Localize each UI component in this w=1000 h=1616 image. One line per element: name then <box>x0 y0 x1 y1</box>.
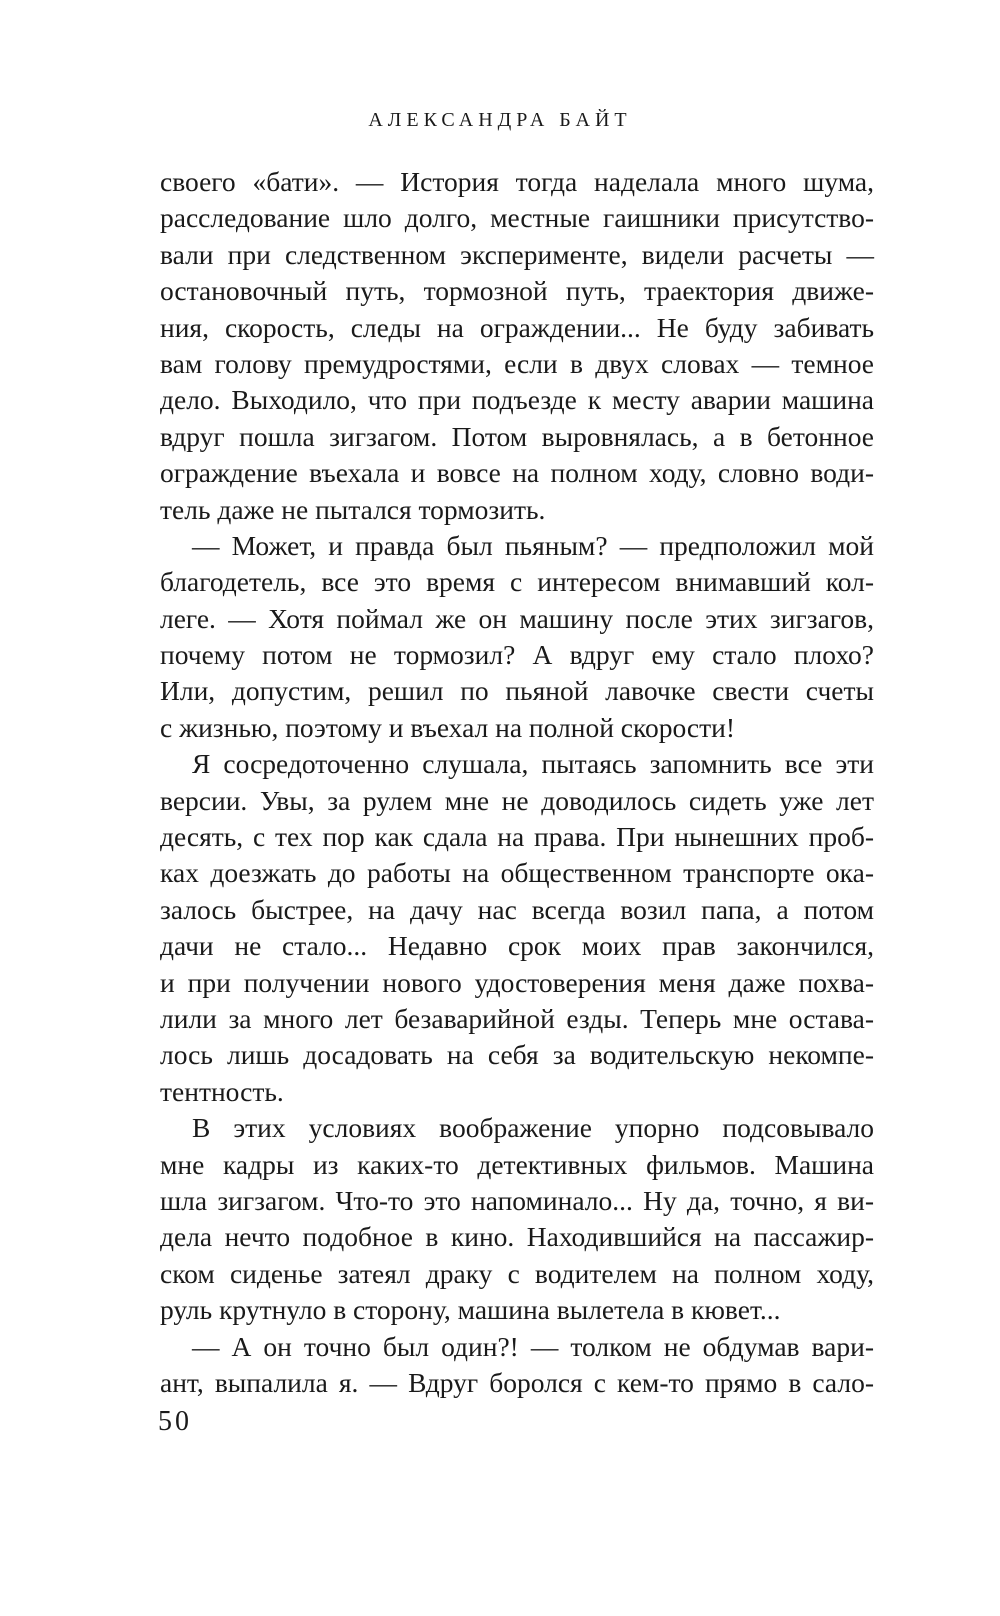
text-line: ском сиденье затеял драку с водителем на полном ходу, <box>160 1257 874 1289</box>
text-line: ках доезжать до работы на общественном транспорте ока- <box>160 857 874 889</box>
text-line: версии. Увы, за рулем мне не доводилось сидеть уже лет <box>160 784 874 816</box>
text-line: залось быстрее, на дачу нас всегда возил папа, а потом <box>160 893 874 925</box>
text-line: — А он точно был один?! — толком не обдумав вари- <box>192 1330 874 1362</box>
page-text <box>160 164 874 1401</box>
text-line: десять, с тех пор как сдала на права. При нынешних проб- <box>160 821 874 853</box>
text-line: тель даже не пытался тормозить. <box>160 493 546 525</box>
text-line: — Может, и правда был пьяным? — предположил мой <box>192 529 874 561</box>
text-line: ния, скорость, следы на ограждении... Не буду забивать <box>160 311 874 343</box>
text-line: В этих условиях воображение упорно подсовывало <box>192 1112 874 1144</box>
text-line: вали при следственном эксперименте, видели расчеты — <box>160 238 874 270</box>
text-line: Или, допустим, решил по пьяной лавочке свести счеты <box>160 675 874 707</box>
text-line: дела нечто подобное в кино. Находившийся на пассажир- <box>160 1221 874 1253</box>
text-line: расследование шло долго, местные гаишники присутство- <box>160 202 874 234</box>
page-number: 50 <box>158 1406 192 1437</box>
text-line: остановочный путь, тормозной путь, траектория движе- <box>160 275 874 307</box>
text-line: благодетель, все это время с интересом внимавший кол- <box>160 566 874 598</box>
text-line: шла зигзагом. Что-то это напоминало... Ну да, точно, я ви- <box>160 1184 874 1216</box>
text-line: своего «бати». — История тогда наделала много шума, <box>160 166 874 197</box>
text-line: вдруг пошла зигзагом. Потом выровнялась, а в бетонное <box>160 420 874 452</box>
text-line: руль крутнуло в сторону, машина вылетела в кювет... <box>160 1294 781 1326</box>
text-line: лось лишь досадовать на себя за водительскую некомпе- <box>160 1039 874 1071</box>
text-line: леге. — Хотя поймал же он машину после этих зигзагов, <box>160 602 874 634</box>
text-line: лили за много лет безаварийной езды. Теперь мне остава- <box>160 1002 874 1034</box>
text-line: тентность. <box>160 1075 284 1107</box>
text-line: с жизнью, поэтому и въехал на полной скорости! <box>160 711 736 743</box>
text-line: вам голову премудростями, если в двух словах — темное <box>160 347 874 379</box>
text-line: почему потом не тормозил? А вдруг ему стало плохо? <box>160 639 874 671</box>
text-line: дело. Выходило, что при подъезде к месту аварии машина <box>160 384 874 416</box>
text-line: ант, выпалила я. — Вдруг боролся с кем-то прямо в сало- <box>160 1366 874 1398</box>
text-line: мне кадры из каких-то детективных фильмов. Машина <box>160 1148 874 1180</box>
text-line: и при получении нового удостоверения меня даже похва- <box>160 966 874 998</box>
text-line: Я сосредоточенно слушала, пытаясь запомнить все эти <box>192 748 874 780</box>
text-line: ограждение въехала и вовсе на полном ходу, словно води- <box>160 457 874 489</box>
text-line: дачи не стало... Недавно срок моих прав закончился, <box>160 930 874 962</box>
running-title: АЛЕКСАНДРА БАЙТ <box>368 109 632 131</box>
